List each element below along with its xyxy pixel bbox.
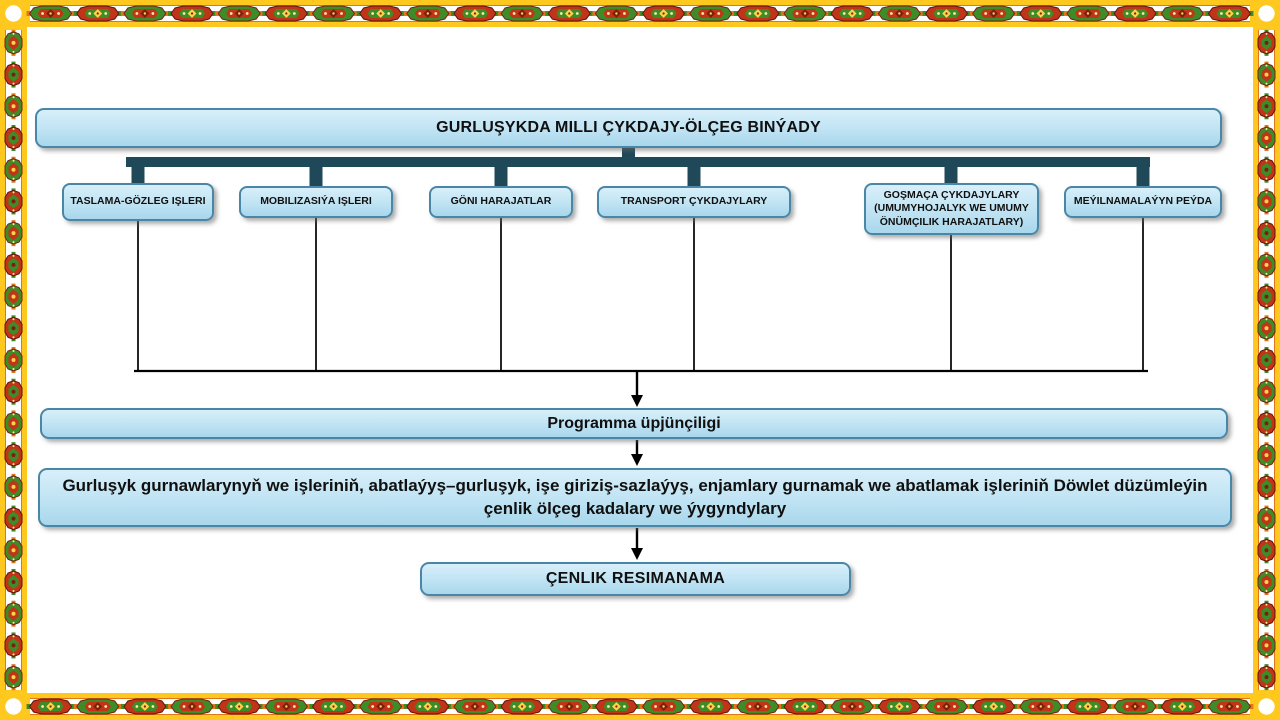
category-box-meyilnamalayyn: [1064, 186, 1222, 218]
category-label: GOŞMAÇA ÇYKDAJYLARY (UMUMYHOJALYK WE UMUMY ÖNÜMÇILIK HARAJATLARY): [874, 188, 1029, 228]
category-box-goni-harajatlar: [429, 186, 573, 218]
corner-circle-icon: [1258, 698, 1274, 714]
category-box-mobilizasiya: [239, 186, 393, 218]
category-label: MEÝILNAMALAÝYN PEÝDA: [1073, 195, 1213, 208]
standards-box: [38, 468, 1232, 527]
standards-label: Gurluşyk gurnawlarynyň we işleriniň, abatlaýyş–gurluşyk, işe giriziş-sazlaýyş, enjamlary gurnamak we abatlamak işleriniň Döwlet düzümleýin çenlik ölçeg kadalary we ýygyndylary: [62, 476, 1208, 518]
category-label: TRANSPORT ÇYKDAJYLARY: [620, 195, 768, 208]
root-title-label: GURLUŞYKDA MILLI ÇYKDAJY-ÖLÇEG BINÝADY: [436, 119, 821, 136]
corner-circle-icon: [1258, 5, 1274, 21]
down-arrow-icon: [631, 371, 643, 560]
result-label: ÇENLIK RESIMANAMA: [545, 570, 726, 587]
corner-circle-icon: [5, 5, 21, 21]
result-box: [420, 562, 851, 596]
border-ornaments-bottom: [27, 699, 1254, 714]
category-box-gosmaca: [864, 183, 1039, 235]
thick-connector: [126, 146, 1150, 187]
category-label: MOBILIZASIÝA IŞLERI: [260, 195, 372, 208]
border-ornaments-top: [27, 6, 1254, 21]
thin-connector: [134, 218, 1148, 371]
program-label: Programma üpjünçiligi: [547, 414, 721, 432]
category-label: TASLAMA-GÖZLEG IŞLERI: [70, 195, 206, 208]
category-box-transport: [597, 186, 791, 218]
border-ornaments-right: [1258, 30, 1275, 690]
category-label: GÖNI HARAJATLAR: [450, 195, 552, 208]
category-box-taslama-gozleg: [62, 183, 214, 221]
program-box: [40, 408, 1228, 439]
border-ornaments-left: [5, 30, 22, 690]
corner-circle-icon: [5, 698, 21, 714]
root-title-box: [35, 108, 1222, 148]
